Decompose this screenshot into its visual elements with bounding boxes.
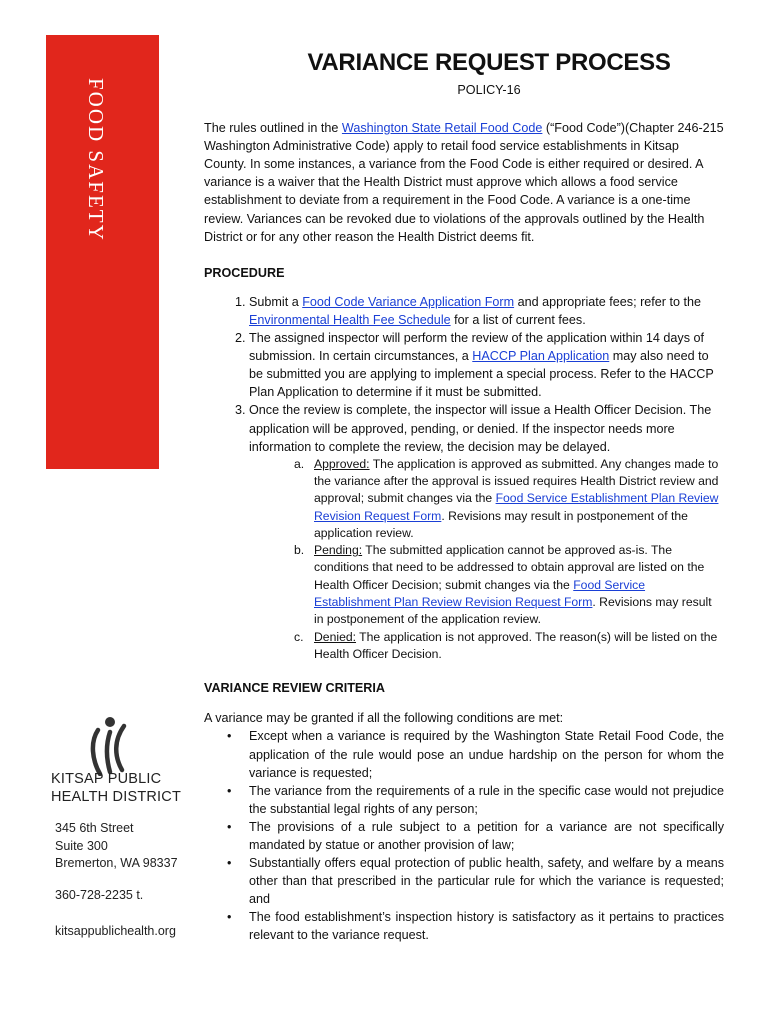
bullet-icon: • xyxy=(227,910,232,925)
revision-request-link[interactable]: Food Service Establishment Plan Review Revision Request Form xyxy=(314,491,719,523)
criteria-item: • The variance from the requirements of a rule in the specific case would not prejudice the substantial legal rights of any person; xyxy=(227,783,724,816)
procedure-step: 2. The assigned inspector will perform the review of the application within 14 days of submission. In certain circumstances, a HACCP Plan Application may also need to be submitted you are applying to implement a special process. Refer to the HACCP Plan Application to determine if it must be submitted. xyxy=(249,329,724,401)
procedure-heading: PROCEDURE xyxy=(204,265,285,280)
variance-application-link[interactable]: Food Code Variance Application Form xyxy=(302,294,515,309)
procedure-step: 1. Submit a Food Code Variance Application Form and appropriate fees; refer to the Environmental Health Fee Schedule for a list of current fees. xyxy=(249,293,724,329)
bullet-icon: • xyxy=(227,819,232,834)
criteria-intro: A variance may be granted if all the following conditions are met: xyxy=(204,711,564,726)
kitsap-logo-icon xyxy=(84,716,132,776)
decision-list xyxy=(249,456,724,664)
page-title: VARIANCE REQUEST PROCESS xyxy=(307,49,671,76)
criteria-item: • The food establishment’s inspection history is satisfactory as it pertains to practices relevant to the variance request. xyxy=(227,910,724,943)
org-name-line2: HEALTH DISTRICT xyxy=(51,789,182,805)
policy-number: POLICY-16 xyxy=(457,83,521,97)
website: kitsappublichealth.org xyxy=(55,924,176,938)
criteria-heading: VARIANCE REVIEW CRITERIA xyxy=(204,681,385,696)
org-name-line1: KITSAP PUBLIC xyxy=(51,771,162,787)
procedure-step: 3. Once the review is complete, the inspector will issue a Health Officer Decision. The application will be approved, pending, or denied. If the inspector needs more information to complete the review, the decision may be delayed. a. Approved: The application is approved as submitted. Any changes made to the variance after the approval is issued requires Health District review and approval; submit changes via the Food Service Establishment Plan Review Revision Request Form. Revisions may result in postponement of the application review. b. Pending: The submitted application cannot be approved as-is. The conditions that need to be addressed to obtain approval are listed on the Health Officer Decision; submit changes via the Food Service Establishment Plan Review Revision Request Form. Revisions may result in postponement of the application review. c. Denied: The application is not approved. The reason(s) will be listed on the Health Officer Decision. xyxy=(249,401,724,663)
criteria-item: • Except when a variance is required by the Washington State Retail Food Code, the application of the rule would pose an undue hardship on the person for whom the variance is requested; xyxy=(227,729,724,780)
criteria-list xyxy=(204,727,724,944)
bullet-icon: • xyxy=(227,856,232,871)
address xyxy=(55,820,178,873)
address-line2: Suite 300 xyxy=(55,838,108,853)
decision-approved: a. Approved: The application is approved as submitted. Any changes made to the variance after the approval is issued requires Health District review and approval; submit changes via the Food Service Establishment Plan Review Revision Request Form. Revisions may result in postponement of the application review. xyxy=(294,456,719,540)
organization-name xyxy=(51,770,191,806)
document-body xyxy=(204,48,724,945)
decision-denied: c. Denied: The application is not approved. The reason(s) will be listed on the Health Officer Decision. xyxy=(294,629,718,661)
intro-paragraph: The rules outlined in the Washington State Retail Food Code (“Food Code”)(Chapter 246-215 Washington Administrative Code) apply to retail food service establishments in Kitsap County. In some instances, a variance from the Food Code is either required or desired. A variance is a waiver that the Health District must approve which allows a food service establishment to deviate from a requirement in the Food Code. A variance is a one-time review. Variances can be revoked due to violations of the approvals outlined by the Health District or for any other reason the Health District deems fit. xyxy=(204,121,724,244)
bullet-icon: • xyxy=(227,729,232,744)
phone-number: 360-728-2235 t. xyxy=(55,888,144,902)
decision-pending: b. Pending: The submitted application cannot be approved as-is. The conditions that need to be addressed to obtain approval are listed on the Health Officer Decision; submit changes via the Food Service Establishment Plan Review Revision Request Form. Revisions may result in postponement of the application review. xyxy=(294,543,712,627)
procedure-list xyxy=(204,293,724,663)
criteria-item: • The provisions of a rule subject to a petition for a variance are not specifically mandated by statue or another provision of law; xyxy=(227,819,724,852)
revision-request-link[interactable]: Food Service Establishment Plan Review Revision Request Form xyxy=(314,577,646,610)
food-safety-band-text: FOOD SAFETY xyxy=(84,78,108,242)
food-code-link[interactable]: Washington State Retail Food Code xyxy=(341,121,543,136)
bullet-icon: • xyxy=(227,783,232,798)
fee-schedule-link[interactable]: Environmental Health Fee Schedule xyxy=(249,312,451,327)
address-line1: 345 6th Street xyxy=(55,821,134,835)
haccp-plan-link[interactable]: HACCP Plan Application xyxy=(472,349,610,364)
address-line3: Bremerton, WA 98337 xyxy=(55,856,178,870)
criteria-item: • Substantially offers equal protection of public health, safety, and welfare by a means other than that prescribed in the particular rule for which the variance is requested; and xyxy=(227,856,724,907)
